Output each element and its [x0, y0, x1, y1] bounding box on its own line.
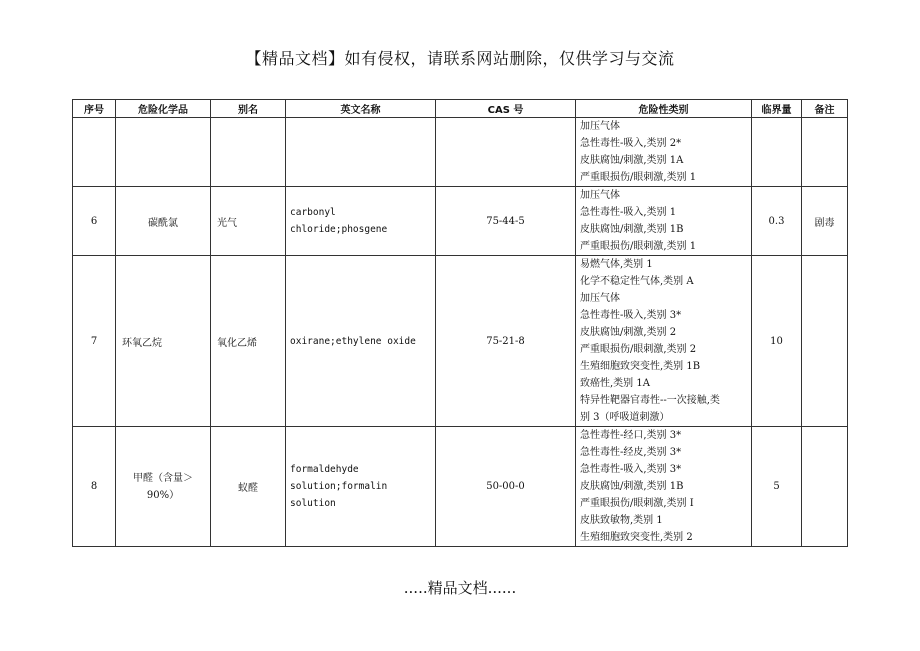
cell-cas: 75-44-5 — [436, 187, 576, 256]
cell-hazard-class — [576, 118, 752, 187]
hazard-line: 急性毒性-经口,类别 3* — [580, 430, 682, 441]
cell-threshold: 5 — [752, 427, 802, 547]
cell-note — [802, 256, 848, 427]
cell-cas: 50-00-0 — [436, 427, 576, 547]
hazard-line: 急性毒性-经皮,类别 3* — [580, 447, 682, 458]
english-name-line: formaldehyde — [290, 464, 359, 475]
hazard-line: 致癌性,类别 1A — [580, 378, 650, 389]
hazard-line: 皮肤腐蚀/刺激,类别 1B — [580, 481, 684, 492]
cell-note: 剧毒 — [802, 187, 848, 256]
hazard-line: 加压气体 — [580, 190, 620, 201]
col-header-threshold: 临界量 — [752, 100, 802, 118]
cell-english-name — [286, 187, 436, 256]
hazard-line: 急性毒性-吸入,类别 1 — [580, 207, 677, 218]
cell-chemical: 环氧乙烷 — [116, 256, 211, 427]
cell-chemical: 碳酰氯 — [116, 187, 211, 256]
hazard-line: 皮肤腐蚀/刺激,类别 1B — [580, 224, 684, 235]
cell-hazard-class — [576, 427, 752, 547]
hazard-line: 特异性靶器官毒性--一次接触,类 — [580, 395, 720, 406]
hazard-line: 急性毒性-吸入,类别 2* — [580, 138, 682, 149]
english-name-line: solution — [290, 498, 336, 509]
page-header-title: 【精品文档】如有侵权，请联系网站删除，仅供学习与交流 — [245, 49, 675, 68]
hazard-line: 别 3（呼吸道刺激） — [580, 412, 670, 423]
cell-hazard-class — [576, 187, 752, 256]
hazard-line: 化学不稳定性气体,类别 A — [580, 276, 694, 287]
cell-alias — [211, 118, 286, 187]
table-row — [73, 256, 848, 427]
col-header-no: 序号 — [73, 100, 116, 118]
col-header-english-name: 英文名称 — [286, 100, 436, 118]
hazard-line: 生殖细胞致突变性,类别 2 — [580, 532, 693, 543]
hazard-line: 急性毒性-吸入,类别 3* — [580, 310, 682, 321]
cell-hazard-class — [576, 256, 752, 427]
hazard-line: 易燃气体,类别 1 — [580, 259, 653, 270]
hazard-line: 加压气体 — [580, 121, 620, 132]
hazard-line: 严重眼损伤/眼刺激,类别 1 — [580, 241, 697, 252]
cell-cas: 75-21-8 — [436, 256, 576, 427]
col-header-cas: CAS 号 — [436, 100, 576, 118]
cell-chemical — [116, 118, 211, 187]
cell-cas — [436, 118, 576, 187]
cell-threshold: 10 — [752, 256, 802, 427]
cell-chemical: 甲醛（含量＞90%） — [116, 427, 211, 547]
cell-alias: 光气 — [211, 187, 286, 256]
cell-no: 7 — [73, 256, 116, 427]
hazard-line: 皮肤致敏物,类别 1 — [580, 515, 663, 526]
cell-threshold — [752, 118, 802, 187]
cell-english-name — [286, 427, 436, 547]
hazard-line: 加压气体 — [580, 293, 620, 304]
cell-note — [802, 427, 848, 547]
cell-alias: 氧化乙烯 — [211, 256, 286, 427]
hazard-line: 严重眼损伤/眼刺激,类别 2 — [580, 344, 697, 355]
cell-threshold: 0.3 — [752, 187, 802, 256]
cell-no: 6 — [73, 187, 116, 256]
english-name-line: carbonyl — [290, 207, 336, 218]
hazard-line: 急性毒性-吸入,类别 3* — [580, 464, 682, 475]
english-name-line: chloride;phosgene — [290, 224, 388, 235]
table-row — [73, 118, 848, 187]
cell-no — [73, 118, 116, 187]
hazardous-chemicals-table — [72, 99, 848, 547]
cell-english-name — [286, 118, 436, 187]
cell-no: 8 — [73, 427, 116, 547]
table-row — [73, 187, 848, 256]
cell-note — [802, 118, 848, 187]
page-footer: .....精品文档...... — [403, 579, 517, 597]
cell-english-name — [286, 256, 436, 427]
hazard-line: 皮肤腐蚀/刺激,类别 1A — [580, 155, 684, 166]
table-header-row — [73, 100, 848, 118]
col-header-alias: 别名 — [211, 100, 286, 118]
col-header-note: 备注 — [802, 100, 848, 118]
table-row — [73, 427, 848, 547]
col-header-hazard-class: 危险性类别 — [576, 100, 752, 118]
english-name-line: oxirane;ethylene oxide — [290, 335, 416, 347]
hazard-line: 生殖细胞致突变性,类别 1B — [580, 361, 701, 372]
cell-alias: 蚁醛 — [211, 427, 286, 547]
hazard-line: 皮肤腐蚀/刺激,类别 2 — [580, 327, 677, 338]
col-header-chemical: 危险化学品 — [116, 100, 211, 118]
english-name-line: solution;formalin — [290, 481, 388, 492]
hazard-line: 严重眼损伤/眼刺激,类别 1 — [580, 172, 697, 183]
hazard-line: 严重眼损伤/眼刺激,类别 I — [580, 498, 694, 509]
